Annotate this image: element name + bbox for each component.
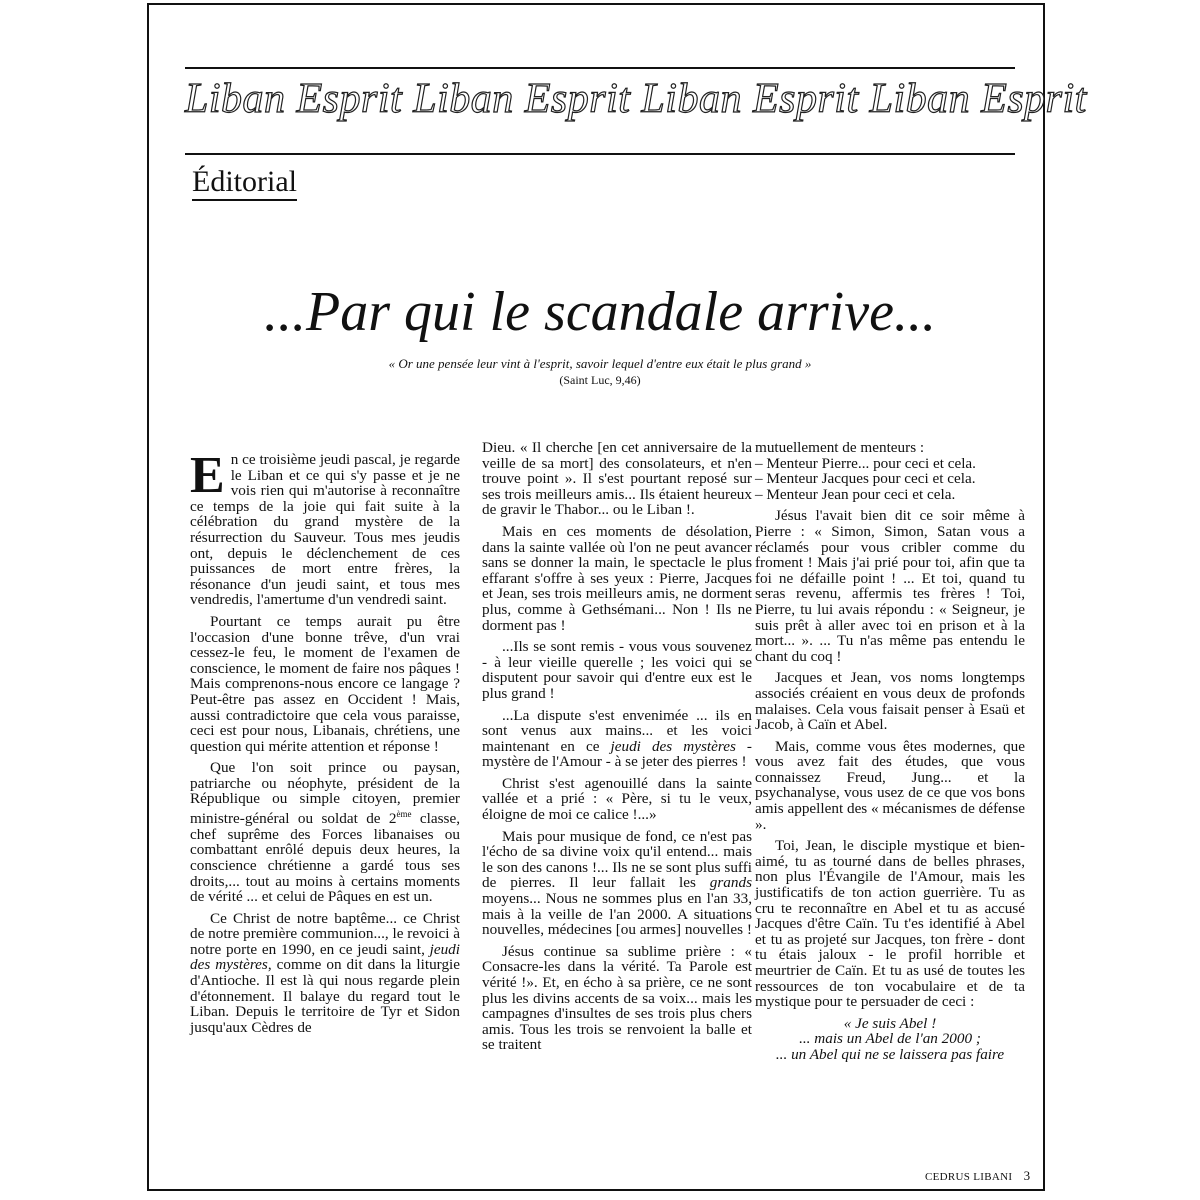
- list-line: – Menteur Jean pour ceci et cela.: [755, 485, 956, 503]
- paragraph: Mais en ces moments de désolation, dans la sainte vallée où l'on ne peut avancer sans se donner la main, le spectacle le plus effarant s'offre à ses yeux : Pierre, Jacques et Jean, ses trois meilleurs amis, ne dorment plus, comme à Gethsémani... Non ! Ils ne dorment pas !: [482, 522, 752, 634]
- headline: ...Par qui le scandale arrive...: [264, 281, 936, 343]
- paragraph-text: Mais pour musique de fond, ce n'est pas l'écho de sa divine voix qu'il entend... mais le son des canons !... Ils ne se sont plus suffi de pierres. Il leur fallait les: [482, 827, 752, 892]
- paragraph-text: n ce troisième jeudi pascal, je regarde le Liban et ce qui s'y passe et je ne vois rien qui m'autorise à reconnaître ce temps de la joie qui fait suite à la célébration du grand mystère de la résurrection du Sauveur. Tous mes jeudis ont, depuis le déclenchement de ces puissances de mort entre frères, la résonance d'un jeudi saint, et tous mes vendredis, l'amertume d'un vendredi saint.: [190, 451, 460, 609]
- paragraph: mutuellement de menteurs :: [755, 439, 925, 456]
- paragraph: Christ s'est agenouillé dans la sainte vallée et a prié : « Père, si tu le veux, éloigne de moi ce calice !...»: [482, 774, 752, 824]
- section-title: Éditorial: [192, 165, 297, 201]
- epigraph-source: (Saint Luc, 9,46): [559, 373, 641, 387]
- footer: [925, 1168, 1030, 1184]
- paragraph: Mais, comme vous êtes modernes, que vous avez fait des études, que vous connaissez Freud, Jung... et la psychanalyse, vous usez de ce que vos bons amis appellent des « mécanismes de défense ».: [755, 737, 1025, 833]
- emphasis: grands: [709, 874, 752, 892]
- drop-cap: E: [190, 447, 225, 504]
- paragraph-text: classe, chef suprême des Forces libanaises ou combattant enrôlé depuis deux heures, la conscience chrétienne a gardé tous ses droits,... tout au moins à certains moments de vérité ... et celui de Pâques en est un.: [190, 810, 460, 906]
- paragraph: Jésus continue sa sublime prière : « Consacre-les dans la vérité. Ta Parole est vérité !». Et, en écho à sa prière, ce ne sont plus les divins accents de sa voix... mais les campagnes d'insultes de ses trois plus chers amis. Tous les trois se renvoient la balle et se traitent: [482, 942, 752, 1054]
- quote-line: ... un Abel qui ne se laissera pas faire: [775, 1045, 1005, 1063]
- paragraph: [190, 911, 460, 1036]
- paragraph: Toi, Jean, le disciple mystique et bien-aimé, tu as tourné dans de belles phrases, non plus l'Évangile de l'Amour, mais les justificatifs de ton action guerrière. Tu as cru te reconnaître en Abel et tu as accusé Jacques d'être Caïn. Tu t'es identifié à Abel et tu as projeté sur Jacques, ton frère - dont tu étais jaloux - le profil horrible et meurtrier de Caïn. Et tu as usé de toutes les ressources de ton vocabulaire et de ta mystique pour te persuader de ceci :: [755, 837, 1025, 1011]
- paragraph-text: moyens... Nous ne sommes plus en l'an 33, mais à la veille de l'an 2000. A situations nouvelles, médecines [ou armes] nouvelles !: [482, 890, 752, 939]
- paragraph-text: - mystère de l'Amour - à se jeter des pierres !: [482, 737, 752, 771]
- paragraph: Pourtant ce temps aurait pu être l'occasion d'une bonne trêve, d'un vrai cessez-le feu, le moment de l'examen de conscience, le moment de faire nos pâques ! Mais comprenons-nous encore ce langage ? Peut-être pas assez en Occident ! Mais, aussi contradictoire que cela vous paraisse, ceci est pour nous, Libanais, chrétiens, une question qui mérite attention et réponse !: [190, 612, 460, 755]
- paragraph-text: Que l'on soit prince ou paysan, patriarche ou néophyte, président de la République ou simple citoyen, premier ministre-général ou soldat de 2: [190, 759, 460, 828]
- emphasis: jeudi des mystères: [610, 737, 736, 755]
- column-1: [190, 447, 461, 1041]
- paragraph-text: , comme on dit dans la liturgie d'Antioche. Il est là qui nous regarde plein d'étonnement. Il balaye du regard tout le Liban. Depuis le territoire de Tyr et Sidon jusqu'aux Cèdres de: [190, 956, 461, 1036]
- superscript: ème: [396, 809, 412, 820]
- paragraph: [482, 708, 752, 770]
- column-2: [482, 440, 752, 1059]
- paragraph: Jésus l'avait bien dit ce soir même à Pierre : « Simon, Simon, Satan vous a réclamés pour vous cribler comme du froment ! Mais j'ai prié pour toi, afin que ta foi ne défaille point ! ... Et toi, quand tu seras revenu, affermis tes frères ! Toi, Pierre, tu lui avais répondu : « Seigneur, je suis prêt à aller avec toi en prison et à la mort... ». ... Tu n'as même pas entendu le chant du coq !: [755, 507, 1025, 665]
- list-line: – Menteur Pierre... pour ceci et cela.: [755, 454, 976, 472]
- paragraph: ...Ils se sont remis - vous vous souvenez - à leur vieille querelle ; les voici qui se disputent pour savoir qui d'entre eux est le plus grand !: [482, 638, 752, 702]
- quote-line: « Je suis Abel !: [843, 1014, 937, 1032]
- paragraph: [190, 447, 460, 609]
- quote-line: ... mais un Abel de l'an 2000 ;: [799, 1030, 981, 1048]
- paragraph: Dieu. « Il cherche [en cet anniversaire de la veille de sa mort] des consolateurs, et n'en trouve point ». Il s'est pourtant reposé sur ses trois meilleurs amis... Ils étaient heureux de gravir le Thabor... ou le Liban !.: [482, 439, 752, 519]
- banner-text: Liban Esprit Liban Esprit Liban Esprit Liban Esprit: [185, 76, 1087, 122]
- emphasis: jeudi des mystères: [190, 940, 460, 974]
- closing-quote: [755, 1016, 1025, 1063]
- list-line: – Menteur Jacques pour ceci et cela.: [755, 470, 976, 488]
- publication-name: CEDRUS LIBANI: [925, 1171, 1013, 1183]
- paragraph-text: ...La dispute s'est envenimée ... ils en sont venus aux mains... et les voici maintenant en ce: [482, 706, 752, 755]
- epigraph: « Or une pensée leur vint à l'esprit, savoir lequel d'entre eux était le plus grand »: [388, 356, 812, 371]
- paragraph: Jacques et Jean, vos noms longtemps associés créaient en vous deux de profonds malaises. Cela vous faisait penser à Esaü et Jacob, à Caïn et Abel.: [755, 669, 1025, 734]
- banner: [185, 67, 1087, 155]
- paragraph: [190, 760, 460, 904]
- paragraph: [482, 829, 752, 938]
- page-number: 3: [1023, 1168, 1031, 1183]
- column-3: [755, 440, 1025, 1063]
- paragraph-text: Ce Christ de notre baptême... ce Christ de notre première communion..., le revoici à notre porte en 1990, en ce jeudi saint,: [190, 909, 460, 958]
